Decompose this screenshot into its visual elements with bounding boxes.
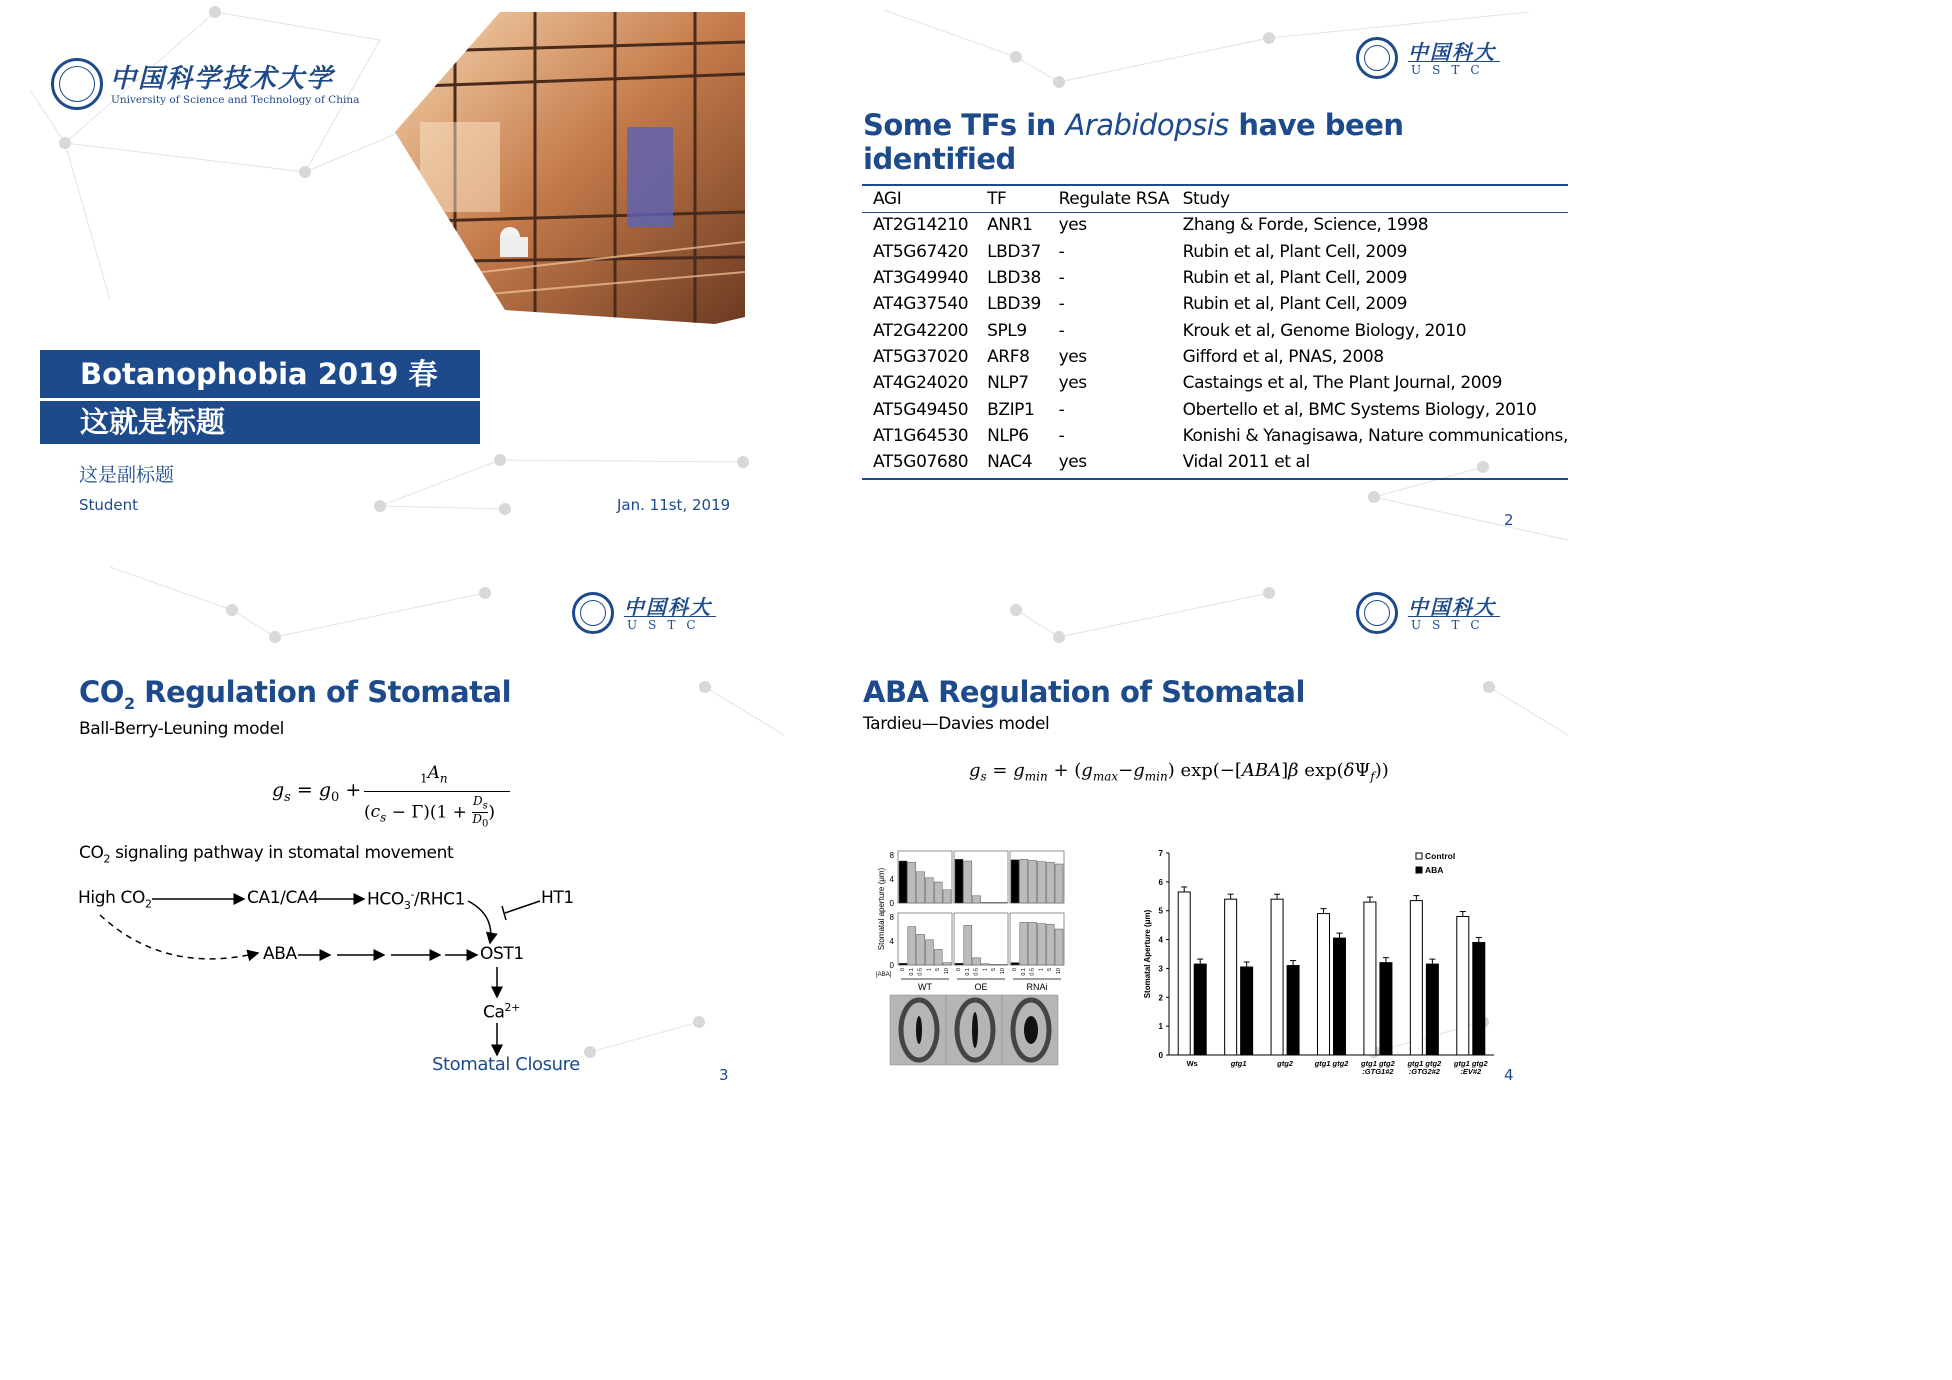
x-tick-label: 5: [935, 968, 942, 972]
header-study: Study: [1182, 189, 1230, 210]
pathway-text: CO: [79, 843, 104, 863]
pathway-subscript: 2: [103, 852, 111, 866]
y-tick-label: 0: [1158, 1051, 1163, 1060]
bar-control: [1271, 899, 1283, 1055]
cell-agi: AT5G37020: [873, 346, 969, 367]
aperture-bar: [981, 964, 989, 965]
bar-control: [1225, 899, 1237, 1055]
model-name: Tardieu—Davies model: [863, 714, 1050, 734]
slide-tf-table: [784, 0, 1568, 555]
aperture-bar: [964, 925, 972, 965]
cell-agi: AT4G24020: [873, 373, 969, 394]
logo-divider: [1408, 616, 1500, 617]
node-text: Ca: [483, 1002, 505, 1023]
page-number: 3: [719, 1066, 729, 1084]
y-tick-label: 7: [1158, 849, 1163, 858]
title-banner-line2: 这就是标题: [40, 401, 480, 444]
bar-aba: [1426, 964, 1438, 1055]
bar-aba: [1380, 963, 1392, 1055]
cell-study: Rubin et al, Plant Cell, 2009: [1182, 294, 1408, 315]
pathway-heading: [79, 843, 453, 865]
aperture-bar: [1029, 860, 1037, 903]
aperture-bar: [899, 861, 907, 903]
y-tick-label: 4: [1158, 935, 1163, 945]
cell-agi: AT3G49940: [873, 268, 969, 289]
x-tick-label: 0.1: [908, 968, 915, 976]
stomatal-pore: [916, 1016, 922, 1044]
title-text: CO: [79, 675, 124, 709]
x-tick-label: 0.1: [1020, 968, 1027, 976]
cell-agi: AT5G67420: [873, 241, 969, 262]
greenhouse-photo: [395, 12, 745, 327]
x-tick-label: 5: [991, 968, 998, 972]
aperture-bar: [917, 872, 925, 903]
logo-chinese-short: 中国科大: [1408, 40, 1496, 64]
x-tick-label: 0.1: [964, 968, 971, 976]
node-subscript: 2: [144, 897, 152, 911]
x-tick-label: 1: [926, 968, 933, 972]
x-tick-label: 10: [1056, 968, 1062, 975]
x-tick-label: 0: [1012, 968, 1018, 972]
aperture-bar: [990, 902, 998, 903]
group-label: WT: [918, 982, 932, 992]
table-row: [873, 423, 1568, 449]
x-category-label: gtg1 gtg2: [1361, 1059, 1395, 1068]
legend-label: ABA: [1425, 865, 1444, 875]
logo-letters: USTC: [1411, 618, 1491, 632]
cell-agi: AT5G07680: [873, 452, 969, 473]
x-category-label: :GTG2#2: [1408, 1067, 1440, 1076]
x-category-label: gtg2: [1277, 1059, 1293, 1068]
logo-divider: [1408, 61, 1500, 62]
cell-agi: AT2G42200: [873, 320, 969, 341]
cell-regulate-rsa: -: [1058, 294, 1065, 315]
table-row: [873, 239, 1568, 265]
subtitle: 这是副标题: [79, 464, 175, 486]
table-row: [873, 370, 1568, 396]
cell-study: Castaings et al, The Plant Journal, 2009: [1182, 373, 1503, 394]
cell-study: Zhang & Forde, Science, 1998: [1182, 215, 1429, 236]
bar-aba: [1473, 942, 1485, 1055]
ustc-seal-icon: [1356, 37, 1398, 79]
bar-control: [1410, 901, 1422, 1055]
cell-tf: LBD38: [987, 268, 1041, 289]
tf-table: [873, 186, 1568, 475]
title-text: Some TFs in: [863, 108, 1066, 142]
aperture-bar: [1020, 859, 1028, 903]
cell-regulate-rsa: -: [1058, 425, 1065, 446]
table-row: [873, 317, 1568, 343]
ustc-seal-icon: [572, 592, 614, 634]
aperture-bar: [908, 862, 916, 903]
page-number: 4: [1504, 1066, 1514, 1084]
slide-aba-regulation: [784, 555, 1568, 1110]
arrow-rhc1-to-ost1: [468, 901, 491, 943]
table-row: [873, 291, 1568, 317]
bar-aba: [1241, 967, 1253, 1055]
cell-study: Obertello et al, BMC Systems Biology, 2010: [1182, 399, 1537, 420]
x-tick-label: 0: [956, 968, 962, 972]
cell-agi: AT5G49450: [873, 399, 969, 420]
aperture-bar: [999, 964, 1007, 965]
bar-control: [1318, 914, 1330, 1055]
bar-control: [1178, 892, 1190, 1055]
cell-tf: SPL9: [987, 320, 1027, 341]
cell-regulate-rsa: yes: [1058, 373, 1087, 394]
cell-agi: AT2G14210: [873, 215, 969, 236]
table-row: [873, 212, 1568, 238]
y-tick-label: 4: [889, 937, 894, 946]
aperture-bar: [990, 964, 998, 965]
aperture-bar: [973, 958, 981, 965]
stomatal-pore: [972, 1012, 978, 1048]
stomatal-pore: [1024, 1016, 1038, 1044]
aperture-bar: [1046, 862, 1054, 903]
node-superscript: 2+: [504, 1001, 520, 1014]
aperture-bar: [1029, 922, 1037, 965]
table-header-row: [873, 186, 1568, 212]
aperture-bar: [917, 934, 925, 965]
node-hco3-rhc1: [367, 888, 465, 912]
header-regulate-rsa: Regulate RSA: [1058, 189, 1170, 210]
x-category-label: :GTG1#2: [1362, 1067, 1394, 1076]
node-subscript: 3: [403, 899, 411, 913]
inhibit-ht1: [505, 901, 540, 913]
legend-swatch: [1416, 867, 1422, 873]
node-ca1-ca4: CA1/CA4: [247, 888, 319, 908]
aperture-bar: [899, 963, 907, 965]
bar-aba: [1334, 938, 1346, 1055]
legend-swatch: [1416, 853, 1422, 859]
node-ht1: HT1: [541, 888, 574, 908]
aperture-bar: [943, 890, 951, 903]
cell-regulate-rsa: -: [1058, 268, 1065, 289]
arrow-co2-to-aba-dashed: [100, 915, 258, 959]
aba-label: [ABA]: [876, 972, 892, 978]
x-tick-label: 0.5: [1029, 968, 1036, 976]
stomatal-aperture-bar-chart: [1139, 843, 1499, 1083]
aperture-bar: [981, 902, 989, 903]
y-tick-label: 4: [889, 875, 894, 884]
logo-chinese-short: 中国科大: [624, 595, 712, 619]
y-tick-label: 6: [1158, 877, 1163, 887]
aperture-bar: [1020, 922, 1028, 965]
bar-control: [1364, 902, 1376, 1055]
cell-tf: BZIP1: [987, 399, 1035, 420]
cell-regulate-rsa: yes: [1058, 452, 1087, 473]
cell-agi: AT4G37540: [873, 294, 969, 315]
header-tf: TF: [987, 189, 1007, 210]
page-number: 2: [1504, 511, 1514, 529]
cell-tf: NAC4: [987, 452, 1033, 473]
table-row: [873, 344, 1568, 370]
cell-tf: ANR1: [987, 215, 1033, 236]
table-row: [873, 449, 1568, 475]
cell-study: Gifford et al, PNAS, 2008: [1182, 346, 1384, 367]
node-text: HCO: [367, 889, 404, 910]
logo-letters: USTC: [627, 618, 707, 632]
aperture-bar: [925, 878, 933, 903]
node-ost1: OST1: [480, 944, 524, 964]
cell-tf: NLP7: [987, 373, 1029, 394]
node-text: /RHC1: [414, 889, 466, 910]
cell-study: Krouk et al, Genome Biology, 2010: [1182, 320, 1467, 341]
table-row: [873, 396, 1568, 422]
node-aba: ABA: [263, 944, 297, 964]
model-name: Ball-Berry-Leuning model: [79, 719, 284, 739]
aperture-bar: [925, 940, 933, 965]
node-ca2: [483, 1001, 520, 1023]
y-tick-label: 3: [1158, 964, 1163, 974]
aperture-bar: [934, 882, 942, 903]
aperture-bar: [1055, 929, 1063, 965]
aperture-bar: [1055, 864, 1063, 903]
cell-study: Vidal 2011 et al: [1182, 452, 1310, 473]
tardieu-davies-formula: $g_s = g_{min} + (g_{max}-g_{min})$ exp(−[ABA]β $\exp(\delta\Psi_f)$): [969, 760, 1389, 784]
y-tick-label: 8: [889, 913, 894, 922]
node-superscript: -: [410, 888, 415, 901]
x-category-label: gtg1 gtg2: [1453, 1059, 1488, 1068]
cell-regulate-rsa: -: [1058, 320, 1065, 341]
aperture-bar: [943, 963, 951, 965]
cell-tf: NLP6: [987, 425, 1029, 446]
logo-chinese-name: 中国科学技术大学: [110, 64, 335, 94]
aperture-panel-figure: [876, 843, 1066, 1073]
y-axis-label: Stomatal aperture (μm): [877, 867, 886, 951]
slide-title: [863, 108, 1404, 176]
logo-letters: USTC: [1411, 63, 1491, 77]
group-label: RNAi: [1026, 982, 1048, 992]
x-category-label: gtg1 gtg2: [1407, 1059, 1442, 1068]
y-tick-label: 2: [1158, 993, 1163, 1003]
x-category-label: gtg1 gtg2: [1314, 1059, 1349, 1068]
pathway-text: signaling pathway in stomatal movement: [110, 843, 454, 863]
aperture-bar: [908, 927, 916, 965]
x-tick-label: 5: [1047, 968, 1054, 972]
node-text: High CO: [78, 888, 145, 908]
cell-agi: AT1G64530: [873, 425, 969, 446]
cell-study: Rubin et al, Plant Cell, 2009: [1182, 241, 1408, 262]
legend-label: Control: [1425, 851, 1456, 861]
y-tick-label: 5: [1158, 906, 1163, 916]
date: Jan. 11st, 2019: [617, 496, 731, 514]
cell-tf: LBD37: [987, 241, 1041, 262]
aperture-bar: [1011, 963, 1019, 965]
x-category-label: :EV#2: [1460, 1067, 1482, 1076]
bar-aba: [1194, 964, 1206, 1055]
x-tick-label: 1: [982, 968, 989, 972]
bar-aba: [1287, 966, 1299, 1055]
aperture-bar: [1046, 924, 1054, 965]
y-tick-label: 0: [889, 961, 894, 970]
cell-tf: LBD39: [987, 294, 1041, 315]
aperture-bar: [1037, 924, 1045, 965]
title-text-line2: identified: [863, 142, 1016, 176]
aperture-bar: [1037, 862, 1045, 903]
node-high-co2: [78, 888, 152, 910]
slide-title: ABA Regulation of Stomatal: [863, 675, 1305, 709]
logo-chinese-short: 中国科大: [1408, 595, 1496, 619]
logo-divider: [624, 616, 716, 617]
slide-co2-regulation: 中国科大 USTC $CO_2$ Regulation of Stomatal Ball-Berry-Leuning model $g_s = g_0$ + $_1A_n$ $(c_s - \Gamma)(1 + \frac{D_s}{D_0})$ $CO_2$ signaling pathway in stomatal movement High $CO_2$ CA1/CA4 $HCO_3^-/RHC1$ HT1 ABA OST1 $Ca^{2+}$ Stomatal Closure 3: [0, 555, 784, 1110]
aperture-bar: [964, 861, 972, 903]
ustc-seal-icon: [1356, 592, 1398, 634]
x-tick-label: 0.5: [917, 968, 924, 976]
aperture-bar: [955, 963, 963, 965]
node-stomatal-closure: Stomatal Closure: [432, 1054, 580, 1075]
y-axis-label: Stomatal Aperture (μm): [1143, 909, 1152, 999]
panel-frame: [954, 913, 1008, 965]
x-tick-label: 1: [1038, 968, 1045, 972]
x-category-label: gtg1: [1230, 1059, 1247, 1068]
table-bottom-rule: [862, 478, 1568, 480]
title-text: Regulation of Stomatal: [134, 675, 512, 709]
x-tick-label: 0: [900, 968, 906, 972]
title-banner-line1: Botanophobia 2019 春: [40, 350, 480, 398]
aperture-bar: [1011, 860, 1019, 903]
y-tick-label: 0: [889, 899, 894, 908]
slide-title: [79, 675, 511, 713]
logo-english-name: University of Science and Technology of China: [111, 94, 360, 106]
author: Student: [79, 496, 139, 514]
aperture-bar: [999, 902, 1007, 903]
cell-regulate-rsa: -: [1058, 399, 1065, 420]
title-italic-species: Arabidopsis: [1065, 108, 1229, 142]
x-category-label: Ws: [1186, 1059, 1198, 1068]
x-tick-label: 10: [944, 968, 950, 975]
slide-title: [0, 0, 784, 555]
y-tick-label: 1: [1158, 1022, 1163, 1032]
x-tick-label: 10: [1000, 968, 1006, 975]
group-label: OE: [974, 982, 988, 992]
title-text: have been: [1228, 108, 1404, 142]
table-row: [873, 265, 1568, 291]
y-tick-label: 8: [889, 851, 894, 860]
x-tick-label: 0.5: [973, 968, 980, 976]
ustc-seal-icon: [51, 58, 103, 110]
aperture-bar: [973, 896, 981, 903]
aperture-bar: [955, 859, 963, 903]
cell-study: Konishi & Yanagisawa, Nature communications,: [1182, 425, 1568, 446]
panel-frame: [898, 913, 952, 965]
cell-study: Rubin et al, Plant Cell, 2009: [1182, 268, 1408, 289]
header-agi: AGI: [873, 189, 902, 210]
cell-tf: ARF8: [987, 346, 1030, 367]
cell-regulate-rsa: -: [1058, 241, 1065, 262]
cell-regulate-rsa: yes: [1058, 215, 1087, 236]
bar-control: [1457, 916, 1469, 1055]
title-subscript: 2: [123, 693, 135, 713]
aperture-bar: [934, 949, 942, 965]
cell-regulate-rsa: yes: [1058, 346, 1087, 367]
